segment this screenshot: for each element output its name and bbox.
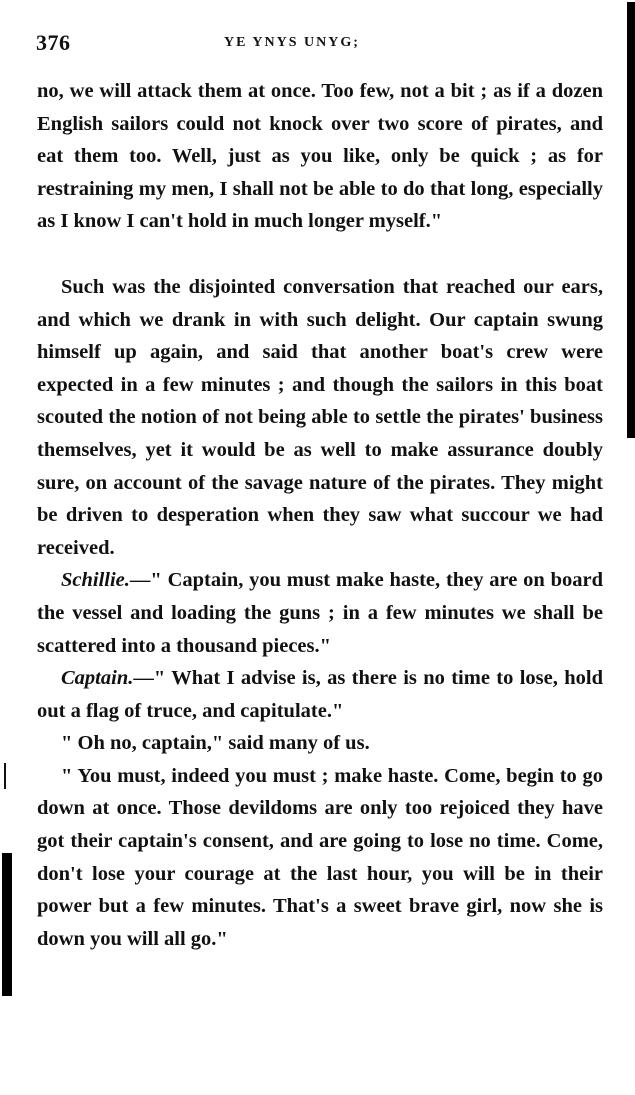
paragraph-text: Such was the disjointed conversation that reached our ears, and which we drank in with such delight. Our captain swung himself up again, and said that another boat's crew were expected in a few minutes ; and though the sailors in this boat scouted the notion of not being able to settle the pirates' business themselves, yet it would be as well to make assurance doubly sure, on account of the savage nature of the pirates. They might be driven to desperation when they saw what succour we had received. [37, 275, 603, 559]
speaker-name: Captain. [61, 667, 134, 690]
paragraph-continued [37, 75, 603, 238]
page-number: 376 [36, 30, 71, 55]
paragraph-text: —" What I advise is, as there is no time to lose, hold out a flag of truce, and capitulate." [37, 667, 603, 722]
paragraph-dialogue-reply [37, 727, 603, 760]
page-body [37, 75, 603, 955]
page-header [36, 30, 600, 60]
paragraph-text: —" Captain, you must make haste, they are on board the vessel and loading the guns ; in a few minutes we shall be scattered into a thousand pieces." [37, 569, 603, 657]
paragraph-text: no, we will attack them at once. Too few, not a bit ; as if a dozen English sailors could not knock over two score of pirates, and eat them too. Well, just as you like, only be quick ; as for restraining my men, I shall not be able to do that long, especially as I know I can't hold in much longer myself." [37, 80, 603, 233]
speaker-name: Schillie. [61, 569, 130, 592]
scan-edge-shadow-left [2, 853, 12, 996]
paragraph-narration [37, 271, 603, 564]
running-title: YE YNYS UNYG; [224, 35, 360, 50]
paragraph-dialogue-final [37, 760, 603, 956]
paragraph-text: " Oh no, captain," said many of us. [61, 732, 370, 755]
scan-edge-mark-left [4, 763, 6, 789]
paragraph-text: " You must, indeed you must ; make haste. Come, begin to go down at once. Those devildoms are only too rejoiced they have got their captain's consent, and are going to lose no time. Come, don't lose your courage at the last hour, you will be in their power but a few minutes. That's a sweet brave girl, now she is down you will all go." [37, 764, 603, 950]
scan-edge-shadow-right [627, 2, 635, 438]
paragraph-dialogue-captain [37, 662, 603, 727]
paragraph-dialogue-schillie [37, 564, 603, 662]
